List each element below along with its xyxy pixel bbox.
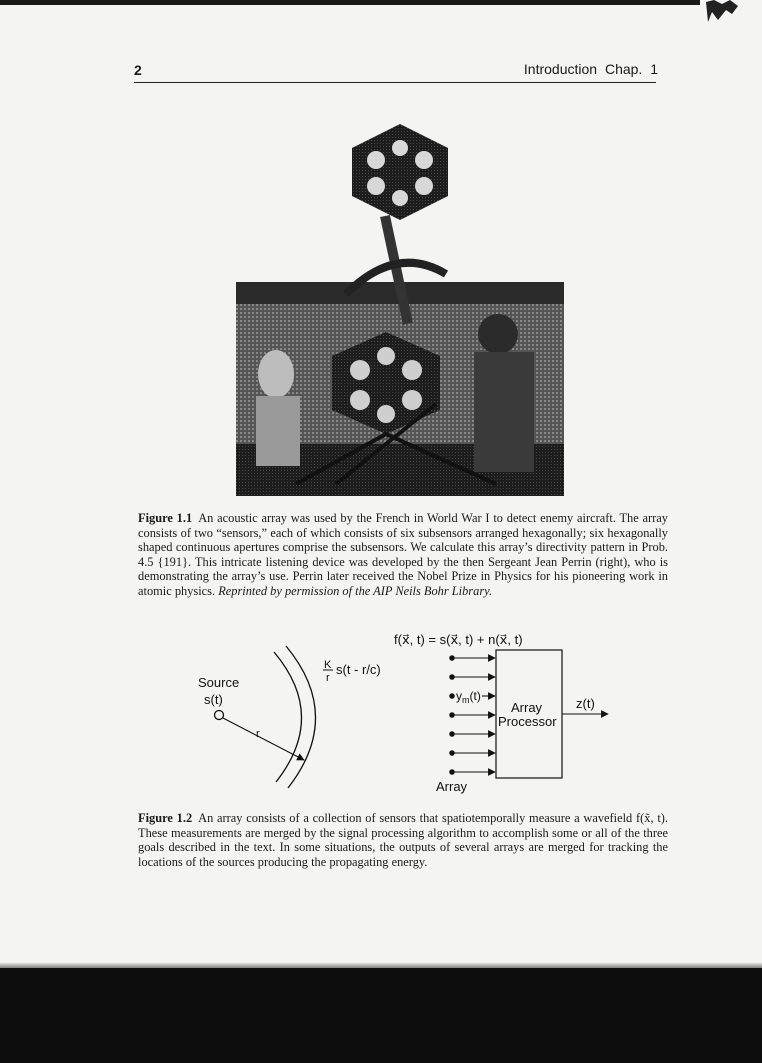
source-signal-label: s(t) bbox=[204, 692, 223, 707]
acoustic-array-photo bbox=[236, 104, 564, 496]
sensor-inputs bbox=[450, 656, 495, 774]
array-diagram bbox=[190, 626, 630, 798]
scan-artifact-mark bbox=[702, 0, 746, 30]
top-edge-rule bbox=[0, 0, 700, 5]
wavefront-inner bbox=[274, 652, 302, 782]
range-label: r bbox=[256, 728, 260, 740]
range-arrow bbox=[223, 718, 304, 760]
figure-1-2-label: Figure 1.2 bbox=[138, 811, 193, 825]
figure-1-1-caption-text: An acoustic array was used by the French in World War I to detect enemy aircraft. The array consists of two “sensors,” each of which consists of six subsensors arranged hexagonally; six hexagonally shaped continuous apertures comprise the subsensors. We calculate this array’s directivity pattern in Prob. 4.5 {191}. This intricate listening device was developed by the then Sergeant Jean Perrin (right), who is demonstrating the array’s use. Perrin later received the Nobel Prize in Physics for his pioneering work in atomic physics. bbox=[138, 511, 668, 598]
source-label: Source bbox=[198, 675, 240, 690]
source-point bbox=[215, 711, 224, 720]
figure-1-1-label: Figure 1.1 bbox=[138, 511, 193, 525]
array-label: Array bbox=[436, 779, 468, 794]
figure-1-2-caption bbox=[138, 811, 668, 869]
sensor-output-label: $y_m(t)$ bbox=[456, 689, 481, 705]
amplitude-k: K bbox=[324, 659, 332, 671]
wavefield-equation: f(x⃗, t) = s(x⃗, t) + n(x⃗, t) bbox=[394, 632, 523, 647]
header-rule bbox=[134, 82, 656, 83]
processor-label-line1: Array bbox=[511, 700, 543, 715]
output-label: z(t) bbox=[576, 696, 595, 711]
propagating-signal-label: s(t - r/c) bbox=[336, 662, 381, 677]
figure-1-1-caption bbox=[138, 511, 668, 599]
wavefront-outer bbox=[286, 646, 316, 788]
figure-1-2-caption-text: An array consists of a collection of sensors that spatiotemporally measure a wavefield f(x̃, t). These measurements are merged by the signal processing algorithm to accomplish some or all of the three goals described in the text. In some situations, the outputs of several arrays are merged for tracking the locations of the sources producing the propagating energy. bbox=[138, 811, 668, 869]
figure-1-1-credit: Reprinted by permission of the AIP Neils Bohr Library. bbox=[218, 583, 493, 598]
scan-shadow-band bbox=[0, 968, 762, 1063]
running-head: Introduction Chap. 1 bbox=[523, 61, 658, 77]
page-number: 2 bbox=[134, 62, 142, 78]
amplitude-r: r bbox=[326, 672, 330, 684]
processor-label-line2: Processor bbox=[498, 714, 557, 729]
